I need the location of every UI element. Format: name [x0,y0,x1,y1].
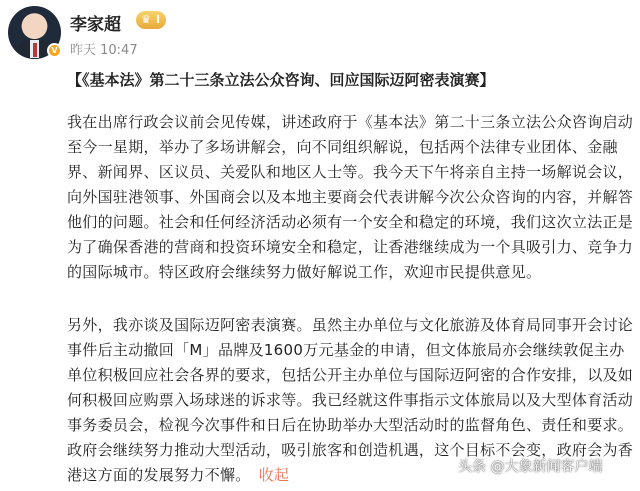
level-badge-label: I [156,13,161,26]
author-name[interactable]: 李家超 [70,15,121,35]
watermark [458,456,602,482]
post-paragraph: 我在出席行政会议前会见传媒，讲述政府于《基本法》第二十三条立法公众咨询启动至今一星期，举办了多场讲解会，向不同组织解说，包括两个法律专业团体、金融界、新闻界、区议员、关爱队和地区人士等。我今天下午将亲自主持一场解说会议，向外国驻港领事、外国商会以及本地主要商会代表讲解今次公众咨询的内容，并解答他们的问题。社会和任何经济活动必须有一个安全和稳定的环境，我们这次立法正是为了确保香港的营商和投资环境安全和稳定，让香港继续成为一个具吸引力、竞争力的国际城市。特区政府会继续努力做好解说工作，欢迎市民提供意见。 [67,113,634,281]
verified-icon: V [47,43,62,58]
level-badge[interactable] [136,11,166,29]
post-header [0,0,640,60]
collapse-link[interactable]: 收起 [258,466,290,484]
post-timestamp: 昨天 10:47 [70,43,138,58]
crown-icon: ♛ [141,13,151,26]
watermark-text: 头条 @大象新闻客户端 [458,459,603,475]
avatar-tie [33,43,37,57]
post-title: 【《基本法》第二十三条立法公众咨询、回应国际迈阿密表演赛】 [67,71,495,89]
paragraph-text: 另外，我亦谈及国际迈阿密表演赛。虽然主办单位与文化旅游及体育局同事开会讨论事件后主动撤回「M」品牌及1600万元基金的申请，但文体旅局亦会继续敦促主办单位积极回应社会各界的要求，包括公开主办单位与国际迈阿密的合作安排，以及如何积极回应购票入场球迷的诉求等。我已经就这件事指示文体旅局以及大型体育活动事务委员会，检视今次事件和日后在协助举办大型活动时的监督角色、责任和要求。政府会继续努力推动大型活动，吸引旅客和创造机遇，这个目标不会变，政府会为香港这方面的发展努力不懈。 [67,316,634,484]
